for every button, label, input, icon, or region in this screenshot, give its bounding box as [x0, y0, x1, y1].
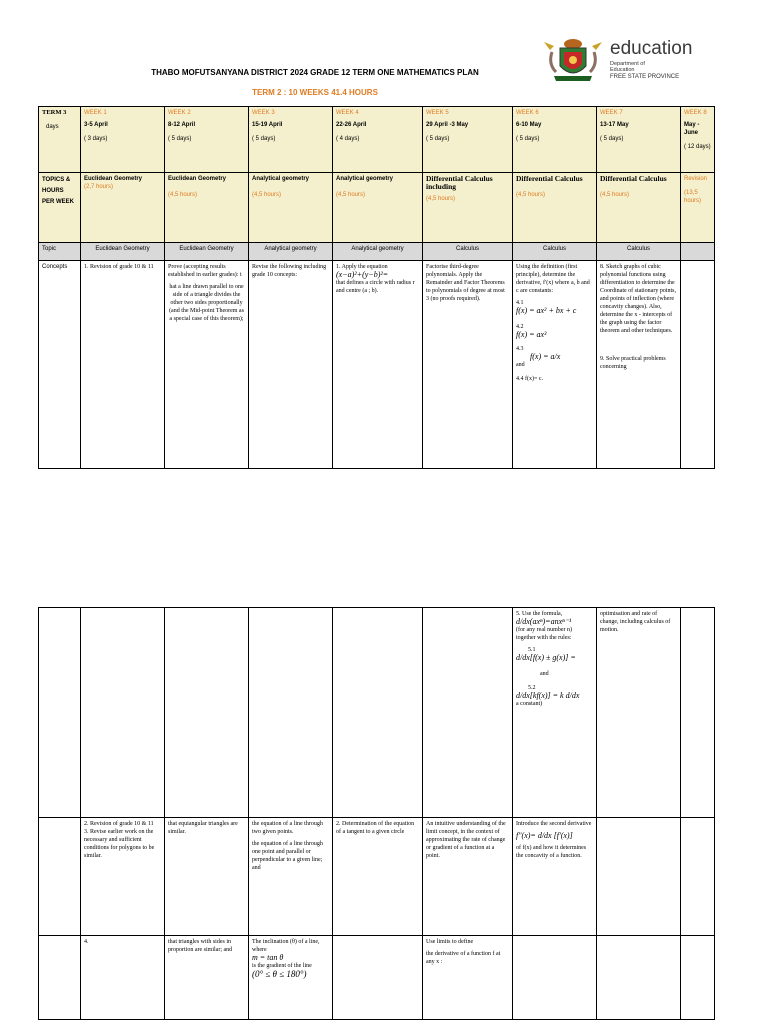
topic-row-cell [681, 243, 715, 261]
coat-of-arms-icon [542, 36, 604, 84]
topic-row-cell: Calculus [597, 243, 681, 261]
cont2-week-1: 2. Revision of grade 10 & 11 3. Revise earlier work on the necessary and sufficient conditions for polygons to be similar. [81, 818, 165, 936]
week-1-header: WEEK 1 3-5 April ( 3 days) [81, 107, 165, 173]
week-2-header: WEEK 2 8-12 April ( 5 days) [165, 107, 249, 173]
week-8-header: WEEK 8 May - June ( 12 days) [681, 107, 715, 173]
cont3-week-3: The inclination (θ) of a line, where m = tan θ is the gradient of the line (0° ≤ θ ≤ 180°) [249, 936, 333, 1020]
education-logo [542, 36, 692, 84]
document-subtitle: TERM 2 : 10 WEEKS 41.4 HOURS [252, 88, 378, 97]
logo-department: Department of Education [610, 61, 645, 73]
cont3-week-2: that triangles with sides in proportion are similar; and [165, 936, 249, 1020]
cont3-week-5: Use limits to define the derivative of a function f at any x : [423, 936, 513, 1020]
cont2-week-5: An intuitive understanding of the limit concept, in the context of approximating the rate of change or gradient of a function at a point. [423, 818, 513, 936]
logo-wordmark: education [610, 38, 693, 59]
topic-row [39, 243, 715, 261]
topic-row-label: Topic [39, 243, 81, 261]
topic-row-cell: Euclidean Geometry [81, 243, 165, 261]
topics-label: TOPICS & HOURS PER WEEK [39, 173, 81, 243]
concept-week-5: Factorise third-degree polynomials. Apply the Remainder and Factor Theorems to polynomials of degree at most 3 (no proofs required). [423, 261, 513, 469]
continuation-row-1 [39, 608, 715, 818]
term-cell [39, 107, 81, 173]
document-title: THABO MOFUTSANYANA DISTRICT 2024 GRADE 12 TERM ONE MATHEMATICS PLAN [151, 68, 479, 77]
cont1-week-6: 5. Use the formula, d/dx(axⁿ)=anxⁿ⁻¹ (for any real number n) together with the rules: 5.1 d/dx[f(x) ± g(x)] = and 5.2 d/dx[kf(x)] = k d/dx a constant) [513, 608, 597, 818]
week-4-header: WEEK 4 22-26 April ( 4 days) [333, 107, 423, 173]
concept-week-4: 1. Apply the equation (x−a)²+(y−b)²= that defines a circle with radius r and centre (a ; b). [333, 261, 423, 469]
concept-week-2: Prove (accepting results established in earlier grades): t hat a line drawn parallel to one side of a triangle divides the other two sides proportionally (and the Mid-point Theorem as a special case of this theorem); [165, 261, 249, 469]
topic-week-2: Euclidean Geometry (4,5 hours) [165, 173, 249, 243]
cont2-week-4: 2. Determination of the equation of a tangent to a given circle [333, 818, 423, 936]
concepts-row [39, 261, 715, 469]
days-label: days [46, 124, 59, 130]
topic-week-6: Differential Calculus (4,5 hours) [513, 173, 597, 243]
concept-week-7: 8. Sketch graphs of cubic polynomial functions using differentiation to determine the Coordinate of stationary points, and points of inflection (where concavity changes). Also, determine the x - intercepts of the graph using the factor theorem and other techniques. 9. Solve practical problems concerning [597, 261, 681, 469]
topic-row-cell: Analytical geometry [249, 243, 333, 261]
continuation-row-2 [39, 818, 715, 936]
concept-week-8 [681, 261, 715, 469]
term-label: TERM 3 [42, 109, 67, 116]
cont3-week-1: 4. [81, 936, 165, 1020]
topic-week-3: Analytical geometry (4,5 hours) [249, 173, 333, 243]
logo-province: FREE STATE PROVINCE [610, 74, 680, 80]
week-header-row [39, 107, 715, 173]
week-7-header: WEEK 7 13-17 May ( 5 days) [597, 107, 681, 173]
week-6-header: WEEK 6 6-10 May ( 5 days) [513, 107, 597, 173]
cont1-week-7: optimisation and rate of change, including calculus of motion. [597, 608, 681, 818]
continuation-row-3 [39, 936, 715, 1020]
topic-week-5: Differential Calculus including (4,5 hours) [423, 173, 513, 243]
plan-table-bottom [38, 607, 715, 1020]
topics-row [39, 173, 715, 243]
concept-week-6: Using the definition (first principle), determine the derivative, f′(x) where a, b and c are constants: 4.1 f(x) = ax² + bx + c 4.2 f(x) = ax³ 4.3 f(x) = a/x and 4.4 f(x)= c. [513, 261, 597, 469]
topic-week-8: Revision (13,5 hours) [681, 173, 715, 243]
cont2-week-6: Introduce the second derivative f″(x)= d/dx [f′(x)] of f(x) and how it determines the concavity of a function. [513, 818, 597, 936]
topic-row-cell: Analytical geometry [333, 243, 423, 261]
topic-week-4: Analytical geometry (4,5 hours) [333, 173, 423, 243]
topic-week-7: Differential Calculus (4,5 hours) [597, 173, 681, 243]
concept-week-3: Revise the following including grade 10 concepts: [249, 261, 333, 469]
topic-row-cell: Calculus [513, 243, 597, 261]
concepts-label: Concepts [39, 261, 81, 469]
topic-row-cell: Euclidean Geometry [165, 243, 249, 261]
topic-week-1: Euclidean Geometry (2,7 hours) [81, 173, 165, 243]
cont2-week-3: the equation of a line through two given points. the equation of a line through one point and parallel or perpendicular to a given line; and [249, 818, 333, 936]
plan-table-top [38, 106, 715, 469]
concept-week-1: 1. Revision of grade 10 & 11 [81, 261, 165, 469]
week-3-header: WEEK 3 15-19 April ( 5 days) [249, 107, 333, 173]
week-5-header: WEEK 5 29 April -3 May ( 5 days) [423, 107, 513, 173]
topic-row-cell: Calculus [423, 243, 513, 261]
cont2-week-2: that equiangular triangles are similar. [165, 818, 249, 936]
